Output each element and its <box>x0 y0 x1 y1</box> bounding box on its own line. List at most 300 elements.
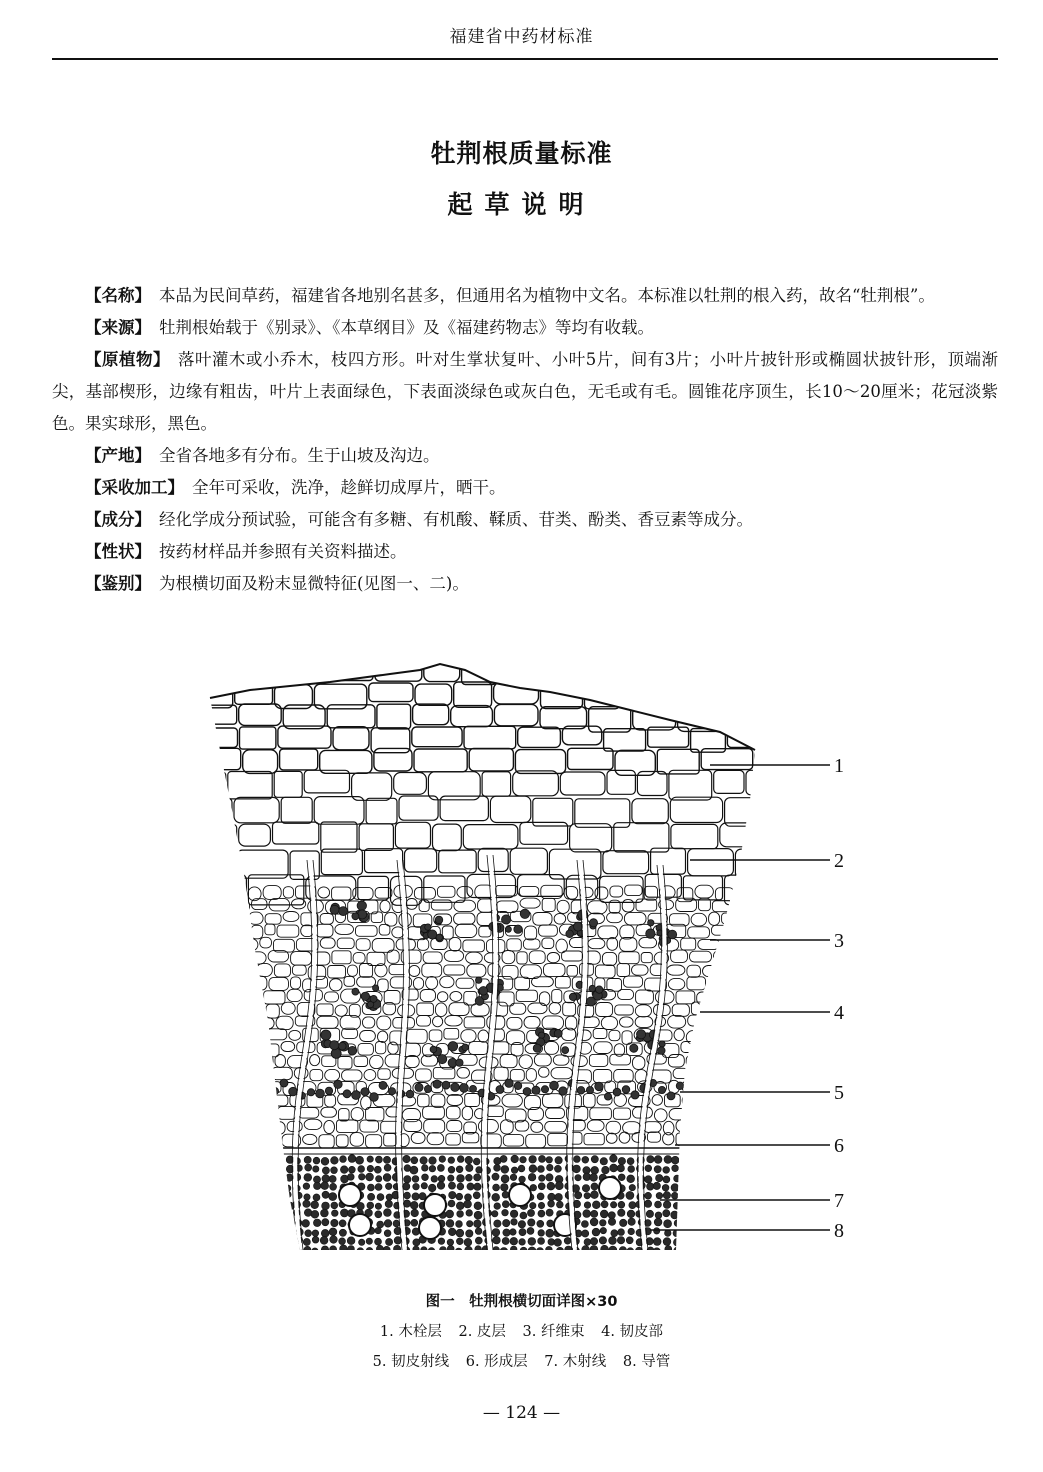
cork-cell <box>667 661 704 686</box>
xylem-cell <box>331 1202 338 1209</box>
phloem-cell <box>812 898 833 911</box>
vessel <box>339 1184 361 1206</box>
xylem-cell <box>591 1166 599 1174</box>
xylem-cell <box>385 1200 392 1207</box>
phloem-cell <box>253 1029 265 1039</box>
xylem-cell <box>277 1236 285 1244</box>
callout-3: 3 <box>834 930 844 952</box>
xylem-cell <box>277 1219 284 1226</box>
xylem-cell <box>394 1245 401 1252</box>
xylem-cell <box>313 1194 320 1201</box>
phloem-cell <box>767 1095 784 1108</box>
xylem-cell <box>636 1254 644 1260</box>
xylem-cell <box>691 1238 699 1246</box>
phloem-cell <box>810 992 828 1006</box>
phloem-cell <box>719 1042 738 1054</box>
phloem-cell <box>203 1082 222 1093</box>
xylem-cell <box>285 1219 292 1226</box>
phloem-cell <box>233 1122 248 1133</box>
cortex-cell <box>809 877 864 900</box>
xylem-cell <box>437 1164 444 1171</box>
xylem-cell <box>375 1184 382 1191</box>
phloem-cell <box>702 1095 717 1109</box>
phloem-cell <box>767 925 780 936</box>
xylem-cell <box>690 1203 697 1210</box>
xylem-cell <box>583 1210 591 1218</box>
xylem-cell <box>548 1193 556 1201</box>
xylem-cell <box>448 1175 454 1181</box>
xylem-cell <box>656 1174 663 1181</box>
xylem-cell <box>665 1246 672 1253</box>
ray-fiber <box>658 1086 665 1093</box>
phloem-cell <box>796 1016 807 1029</box>
xylem-cell <box>618 1229 625 1236</box>
xylem-cell <box>358 1256 365 1260</box>
xylem-cell <box>456 1238 463 1245</box>
phloem-cell <box>220 966 231 978</box>
fiber-cell <box>587 997 596 1006</box>
phloem-cell <box>777 1068 787 1081</box>
xylem-cell <box>440 1247 447 1254</box>
ray-fiber <box>433 1080 441 1088</box>
phloem-cell <box>816 1133 832 1144</box>
xylem-cell <box>627 1158 634 1165</box>
xylem-cell <box>376 1176 382 1182</box>
phloem-cell <box>736 1133 749 1144</box>
cork-cell <box>656 683 703 708</box>
xylem-cell <box>698 1165 705 1172</box>
xylem-cell <box>304 1156 311 1163</box>
phloem-cell <box>841 885 861 897</box>
xylem-cell <box>329 1228 337 1236</box>
fiber-cell <box>562 1047 569 1054</box>
phloem-cell <box>751 1132 766 1146</box>
phloem-cell <box>732 963 745 974</box>
phloem-cell <box>691 1070 708 1083</box>
xylem-cell <box>421 1256 428 1260</box>
xylem-cell <box>322 1202 330 1210</box>
xylem-cell <box>455 1248 462 1255</box>
xylem-cell <box>654 1156 662 1164</box>
phloem-cell <box>191 886 206 900</box>
xylem-cell <box>662 1184 669 1191</box>
phloem-cell <box>191 927 202 940</box>
xylem-cell <box>330 1246 337 1253</box>
xylem-cell <box>403 1255 410 1260</box>
ray-fiber <box>307 1089 314 1096</box>
phloem-cell <box>854 911 870 924</box>
xylem-cell <box>653 1238 661 1246</box>
section-text: 牡荆根始载于《别录》、《本草纲目》及《福建药物志》等均有收载。 <box>159 318 654 337</box>
phloem-cell <box>244 1107 255 1118</box>
phloem-cell <box>224 1081 236 1094</box>
legend-item: 2. 皮层 <box>458 1324 506 1340</box>
cork-cell <box>823 727 870 752</box>
xylem-cell <box>474 1202 482 1210</box>
phloem-cell <box>780 977 791 990</box>
phloem-cell <box>846 1133 862 1147</box>
fiber-cell <box>514 925 522 933</box>
phloem-cell <box>191 1108 203 1120</box>
phloem-cell <box>749 1107 769 1120</box>
xylem-cell <box>321 1254 329 1260</box>
cork-cell <box>833 683 866 704</box>
fiber-cell <box>554 1030 562 1038</box>
body-text <box>52 280 998 600</box>
xylem-cell <box>375 1238 382 1245</box>
xylem-cell <box>582 1246 590 1254</box>
xylem-cell <box>592 1228 600 1236</box>
cork-cell <box>704 682 740 701</box>
figure-legend-row-1 <box>0 1320 1043 1341</box>
xylem-cell <box>683 1183 690 1190</box>
xylem-cell <box>322 1219 329 1226</box>
cork-cell <box>826 661 870 682</box>
ray-fiber <box>424 1085 431 1092</box>
phloem-cell <box>710 1081 728 1092</box>
xylem-cell <box>276 1210 283 1217</box>
xylem-cell <box>600 1158 607 1165</box>
xylem-cell <box>610 1164 618 1172</box>
xylem-cell <box>313 1255 320 1260</box>
vessel <box>424 1194 446 1216</box>
xylem-cell <box>466 1230 473 1237</box>
legend-item: 6. 形成层 <box>465 1354 528 1370</box>
phloem-cell <box>824 1122 841 1134</box>
xylem-cell <box>518 1165 525 1172</box>
xylem-cell <box>474 1174 481 1181</box>
phloem-cell <box>214 1031 230 1044</box>
xylem-cell <box>286 1156 294 1164</box>
xylem-cell <box>565 1255 572 1260</box>
xylem-cell <box>277 1166 284 1173</box>
cork-cell <box>191 660 234 682</box>
section-label: 【名称】 <box>85 286 151 305</box>
xylem-cell <box>447 1257 453 1260</box>
xylem-cell <box>509 1256 516 1260</box>
cortex-cell <box>840 798 868 828</box>
phloem-cell <box>682 1094 700 1107</box>
xylem-cell <box>340 1254 348 1260</box>
phloem-cell <box>796 1030 817 1041</box>
phloem-cell <box>821 885 839 899</box>
cork-cell <box>542 661 578 687</box>
xylem-cell <box>313 1157 320 1164</box>
phloem-cell <box>265 1133 280 1147</box>
xylem-cell <box>456 1221 463 1228</box>
phloem-cell <box>824 965 838 978</box>
fiber-cell <box>589 985 596 992</box>
phloem-cell <box>863 887 870 898</box>
cork-cell <box>861 705 870 726</box>
xylem-cell <box>599 1237 606 1244</box>
xylem-cell <box>448 1166 455 1173</box>
xylem-cell <box>456 1229 464 1237</box>
xylem-cell <box>446 1220 454 1228</box>
phloem-cell <box>841 1003 862 1016</box>
section-text: 本品为民间草药，福建省各地别名甚多，但通用名为植物中文名。本标准以牡荆的根入药，故名“牡荆根”。 <box>159 286 935 305</box>
xylem-cell <box>502 1237 509 1244</box>
ray-fiber <box>622 1086 630 1094</box>
phloem-cell <box>735 927 753 939</box>
xylem-cell <box>493 1236 501 1244</box>
phloem-cell <box>191 978 211 991</box>
xylem-cell <box>628 1218 635 1225</box>
xylem-cell <box>582 1185 589 1192</box>
xylem-cell <box>591 1191 599 1199</box>
xylem-cell <box>411 1209 419 1217</box>
xylem-cell <box>385 1183 392 1190</box>
xylem-cell <box>384 1230 391 1237</box>
fiber-cell <box>520 909 529 918</box>
phloem-cell <box>855 1042 870 1052</box>
phloem-cell <box>212 913 224 925</box>
xylem-cell <box>368 1193 375 1200</box>
xylem-cell <box>347 1237 355 1245</box>
cork-cell <box>755 749 788 770</box>
ray-fiber <box>694 1089 701 1096</box>
phloem-cell <box>191 1120 213 1132</box>
cork-cell <box>842 749 870 769</box>
xylem-cell <box>303 1256 311 1261</box>
phloem-cell <box>771 939 789 950</box>
xylem-cell <box>510 1229 517 1236</box>
phloem-cell <box>246 1094 265 1108</box>
xylem-cell <box>457 1156 464 1163</box>
xylem-cell <box>321 1246 328 1253</box>
xylem-cell <box>295 1256 303 1261</box>
xylem-cell <box>384 1220 392 1228</box>
xylem-cell <box>385 1256 393 1260</box>
fiber-cell <box>637 1030 646 1039</box>
phloem-cell <box>224 1108 242 1120</box>
xylem-cell <box>376 1245 383 1252</box>
fiber-cell <box>348 1046 357 1055</box>
xylem-cell <box>448 1182 455 1189</box>
phloem-cell <box>801 914 819 926</box>
xylem-cell <box>673 1254 680 1260</box>
cortex-cell <box>761 823 816 845</box>
cork-cell <box>742 685 786 709</box>
section-text: 为根横切面及粉末显微特征(见图一、二)。 <box>159 574 469 593</box>
xylem-cell <box>303 1200 310 1207</box>
xylem-cell <box>691 1245 699 1253</box>
xylem-cell <box>502 1209 509 1216</box>
fiber-cell <box>428 930 437 939</box>
xylem-cell <box>330 1236 338 1244</box>
xylem-cell <box>465 1194 472 1201</box>
phloem-cell <box>768 1056 784 1068</box>
fiber-cell <box>630 1044 638 1052</box>
cortex-cell <box>799 798 838 821</box>
phloem-cell <box>844 991 855 1005</box>
xylem-cell <box>474 1183 481 1190</box>
phloem-cell <box>856 1109 869 1122</box>
xylem-cell <box>448 1157 455 1164</box>
cross-section-drawing <box>190 660 870 1260</box>
xylem-cell <box>617 1237 624 1244</box>
phloem-cell <box>751 1082 761 1095</box>
xylem-cell <box>449 1191 456 1198</box>
xylem-cell <box>647 1183 654 1190</box>
phloem-cell <box>233 965 254 978</box>
xylem-cell <box>538 1230 545 1237</box>
phloem-cell <box>811 976 826 989</box>
phloem-cell <box>231 938 242 949</box>
phloem-cell <box>712 989 724 999</box>
xylem-cell <box>527 1256 535 1261</box>
xylem-cell <box>383 1246 390 1253</box>
ray-fiber <box>352 1091 361 1100</box>
phloem-cell <box>838 1107 855 1118</box>
section-text: 按药材样品并参照有关资料描述。 <box>159 542 407 561</box>
phloem-cell <box>227 1069 237 1083</box>
phloem-cell <box>707 1121 726 1134</box>
xylem-cell <box>511 1219 518 1226</box>
xylem-cell <box>493 1184 500 1191</box>
xylem-cell <box>530 1202 536 1208</box>
ray-fiber <box>595 1082 604 1091</box>
xylem-cell <box>322 1175 330 1183</box>
xylem-cell <box>555 1193 563 1201</box>
xylem-cell <box>682 1218 690 1226</box>
vessel <box>599 1177 621 1199</box>
fiber-cell <box>648 920 654 926</box>
xylem-cell <box>575 1192 582 1199</box>
xylem-cell <box>663 1238 671 1246</box>
xylem-cell <box>510 1210 518 1218</box>
ray-fiber <box>514 1082 522 1090</box>
xylem-cell <box>663 1192 670 1199</box>
section-identification <box>52 568 998 600</box>
fiber-cell <box>330 905 339 914</box>
xylem-cell <box>528 1173 536 1181</box>
xylem-cell <box>437 1182 445 1190</box>
fiber-cell <box>566 930 574 938</box>
cork-cell <box>579 661 623 682</box>
phloem-cell <box>765 900 787 910</box>
header-rule <box>52 58 998 60</box>
phloem-cell <box>743 1017 754 1031</box>
xylem-cell <box>601 1201 608 1208</box>
xylem-cell <box>519 1239 526 1246</box>
xylem-cell <box>521 1255 528 1260</box>
phloem-cell <box>858 1083 869 1096</box>
phloem-cell <box>748 1070 762 1083</box>
xylem-cell <box>492 1211 498 1217</box>
phloem-cell <box>835 1044 853 1057</box>
phloem-cell <box>208 1134 228 1145</box>
xylem-cell <box>564 1237 571 1244</box>
fiber-cell <box>438 1055 447 1064</box>
xylem-cell <box>519 1229 526 1236</box>
xylem-cell <box>276 1200 284 1208</box>
xylem-cell <box>689 1166 697 1174</box>
xylem-cell <box>367 1202 374 1209</box>
xylem-cell <box>528 1219 535 1226</box>
ray-fiber <box>325 1087 332 1094</box>
xylem-cell <box>404 1192 411 1199</box>
phloem-cell <box>790 1043 810 1054</box>
xylem-cell <box>375 1227 381 1233</box>
phloem-cell <box>736 885 752 896</box>
phloem-cell <box>786 1057 807 1069</box>
xylem-cell <box>584 1193 590 1199</box>
phloem-cell <box>804 887 820 900</box>
xylem-cell <box>410 1201 418 1209</box>
xylem-cell <box>617 1165 624 1172</box>
legend-item: 4. 韧皮部 <box>601 1324 664 1340</box>
ray-fiber <box>496 1086 504 1094</box>
callout-7: 7 <box>834 1190 844 1212</box>
xylem-cell <box>537 1193 544 1200</box>
phloem-cell <box>230 1133 243 1144</box>
ray-fiber <box>406 1090 414 1098</box>
xylem-cell <box>690 1192 697 1199</box>
phloem-cell <box>840 963 856 975</box>
phloem-cell <box>828 976 847 988</box>
xylem-cell <box>493 1247 500 1254</box>
fiber-cell <box>330 1041 339 1050</box>
xylem-cell <box>411 1219 418 1226</box>
xylem-cell <box>413 1246 419 1252</box>
xylem-cell <box>538 1257 545 1260</box>
xylem-cell <box>446 1210 454 1218</box>
phloem-cell <box>706 1018 719 1030</box>
legend-item: 5. 韧皮射线 <box>372 1354 450 1370</box>
xylem-cell <box>285 1185 291 1191</box>
section-label: 【来源】 <box>85 318 151 337</box>
ray-fiber <box>613 1088 621 1096</box>
xylem-cell <box>591 1210 598 1217</box>
section-label: 【采收加工】 <box>85 478 184 497</box>
phloem-cell <box>849 978 867 990</box>
xylem-cell <box>465 1256 472 1260</box>
phloem-cell <box>809 1054 823 1064</box>
xylem-cell <box>601 1256 609 1260</box>
phloem-cell <box>206 1094 226 1108</box>
phloem-cell <box>690 1106 703 1117</box>
phloem-cell <box>812 1044 833 1054</box>
xylem-cell <box>662 1255 669 1260</box>
xylem-cell <box>600 1220 607 1227</box>
xylem-cell <box>546 1209 553 1216</box>
callout-6: 6 <box>834 1135 844 1157</box>
xylem-cell <box>331 1157 339 1165</box>
xylem-cell <box>673 1202 680 1209</box>
xylem-cell <box>682 1255 689 1260</box>
xylem-cell <box>645 1165 652 1172</box>
xylem-cell <box>457 1183 464 1190</box>
cork-cell <box>788 683 831 702</box>
xylem-cell <box>340 1245 348 1253</box>
phloem-cell <box>213 938 229 950</box>
xylem-cell <box>474 1211 482 1219</box>
cortex-cell <box>191 825 237 850</box>
fiber-cell <box>476 977 482 983</box>
phloem-cell <box>789 898 811 910</box>
xylem-cell <box>420 1157 427 1164</box>
xylem-cell <box>620 1219 627 1226</box>
xylem-cell <box>582 1255 590 1260</box>
fiber-cell <box>479 987 488 996</box>
ray-fiber <box>550 1081 559 1090</box>
xylem-cell <box>466 1164 473 1171</box>
xylem-cell <box>572 1185 580 1193</box>
phloem-cell <box>756 952 776 966</box>
cortex-cell <box>191 772 226 798</box>
xylem-cell <box>395 1256 401 1260</box>
